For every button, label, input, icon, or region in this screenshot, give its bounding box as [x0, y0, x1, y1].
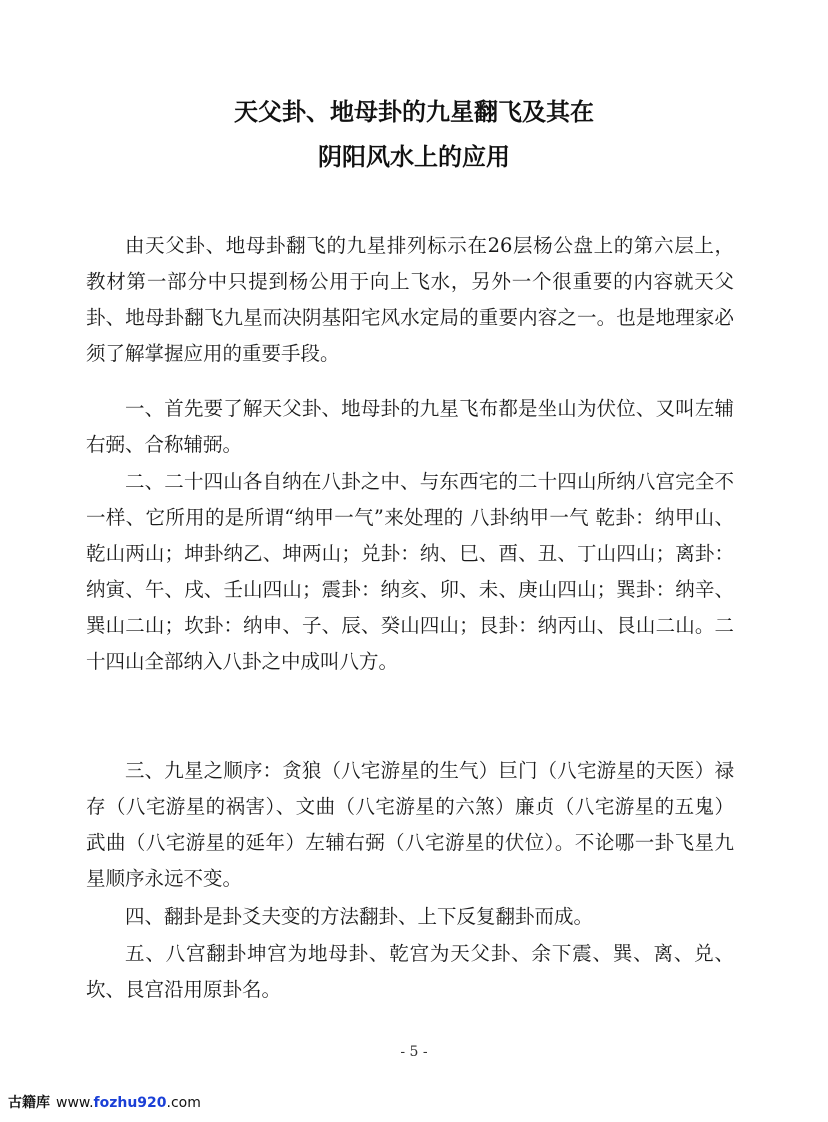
paragraph-point-5: 五、八宫翻卦坤宫为地母卦、乾宫为天父卦、余下震、巽、离、兑、坎、艮宫沿用原卦名。 — [86, 942, 734, 1001]
paragraph-point-2: 二、二十四山各自纳在八卦之中、与东西宅的二十四山所纳八宫完全不一样、它所用的是所谓“纳甲一气”来处理的 八卦纳甲一气 乾卦：纳甲山、乾山两山；坤卦纳乙、坤两山；兑卦：纳、巳、酉、丑、丁山四山；离卦：纳寅、午、戌、壬山四山；震卦：纳亥、卯、未、庚山四山；巽卦：纳辛、巽山二山；坎卦：纳申、子、辰、癸山四山；艮卦：纳丙山、艮山二山。二十四山全部纳入八卦之中成叫八方。 — [86, 470, 734, 673]
site-url-domain: fozhu920 — [93, 1095, 167, 1111]
site-url-suffix: .com — [166, 1095, 201, 1111]
paragraph-point-1: 一、首先要了解天父卦、地母卦的九星飞布都是坐山为伏位、又叫左辅右弼、合称辅弼。 — [86, 397, 734, 456]
site-url-prefix: www. — [56, 1095, 94, 1111]
document-title-line-2: 阴阳风水上的应用 — [318, 143, 510, 171]
page-number: - 5 - — [400, 1044, 428, 1060]
document-title-line-1: 天父卦、地母卦的九星翻飞及其在 — [234, 98, 594, 126]
paragraph-point-4: 四、翻卦是卦爻夫变的方法翻卦、上下反复翻卦而成。 — [125, 905, 594, 928]
site-name: 古籍库 — [8, 1095, 50, 1111]
paragraph-intro: 由天父卦、地母卦翻飞的九星排列标示在26层杨公盘上的第六层上，教材第一部分中只提到杨公用于向上飞水，另外一个很重要的内容就天父卦、地母卦翻飞九星而决阴基阳宅风水定局的重要内容之一。也是地理家必须了解掌握应用的重要手段。 — [86, 234, 734, 365]
paragraph-point-3: 三、九星之顺序：贪狼（八宅游星的生气）巨门（八宅游星的天医）禄存（八宅游星的祸害）、文曲（八宅游星的六煞）廉贞（八宅游星的五鬼）武曲（八宅游星的延年）左辅右弼（八宅游星的伏位）。不论哪一卦飞星九星顺序永远不变。 — [86, 759, 734, 890]
site-watermark — [8, 1092, 201, 1112]
